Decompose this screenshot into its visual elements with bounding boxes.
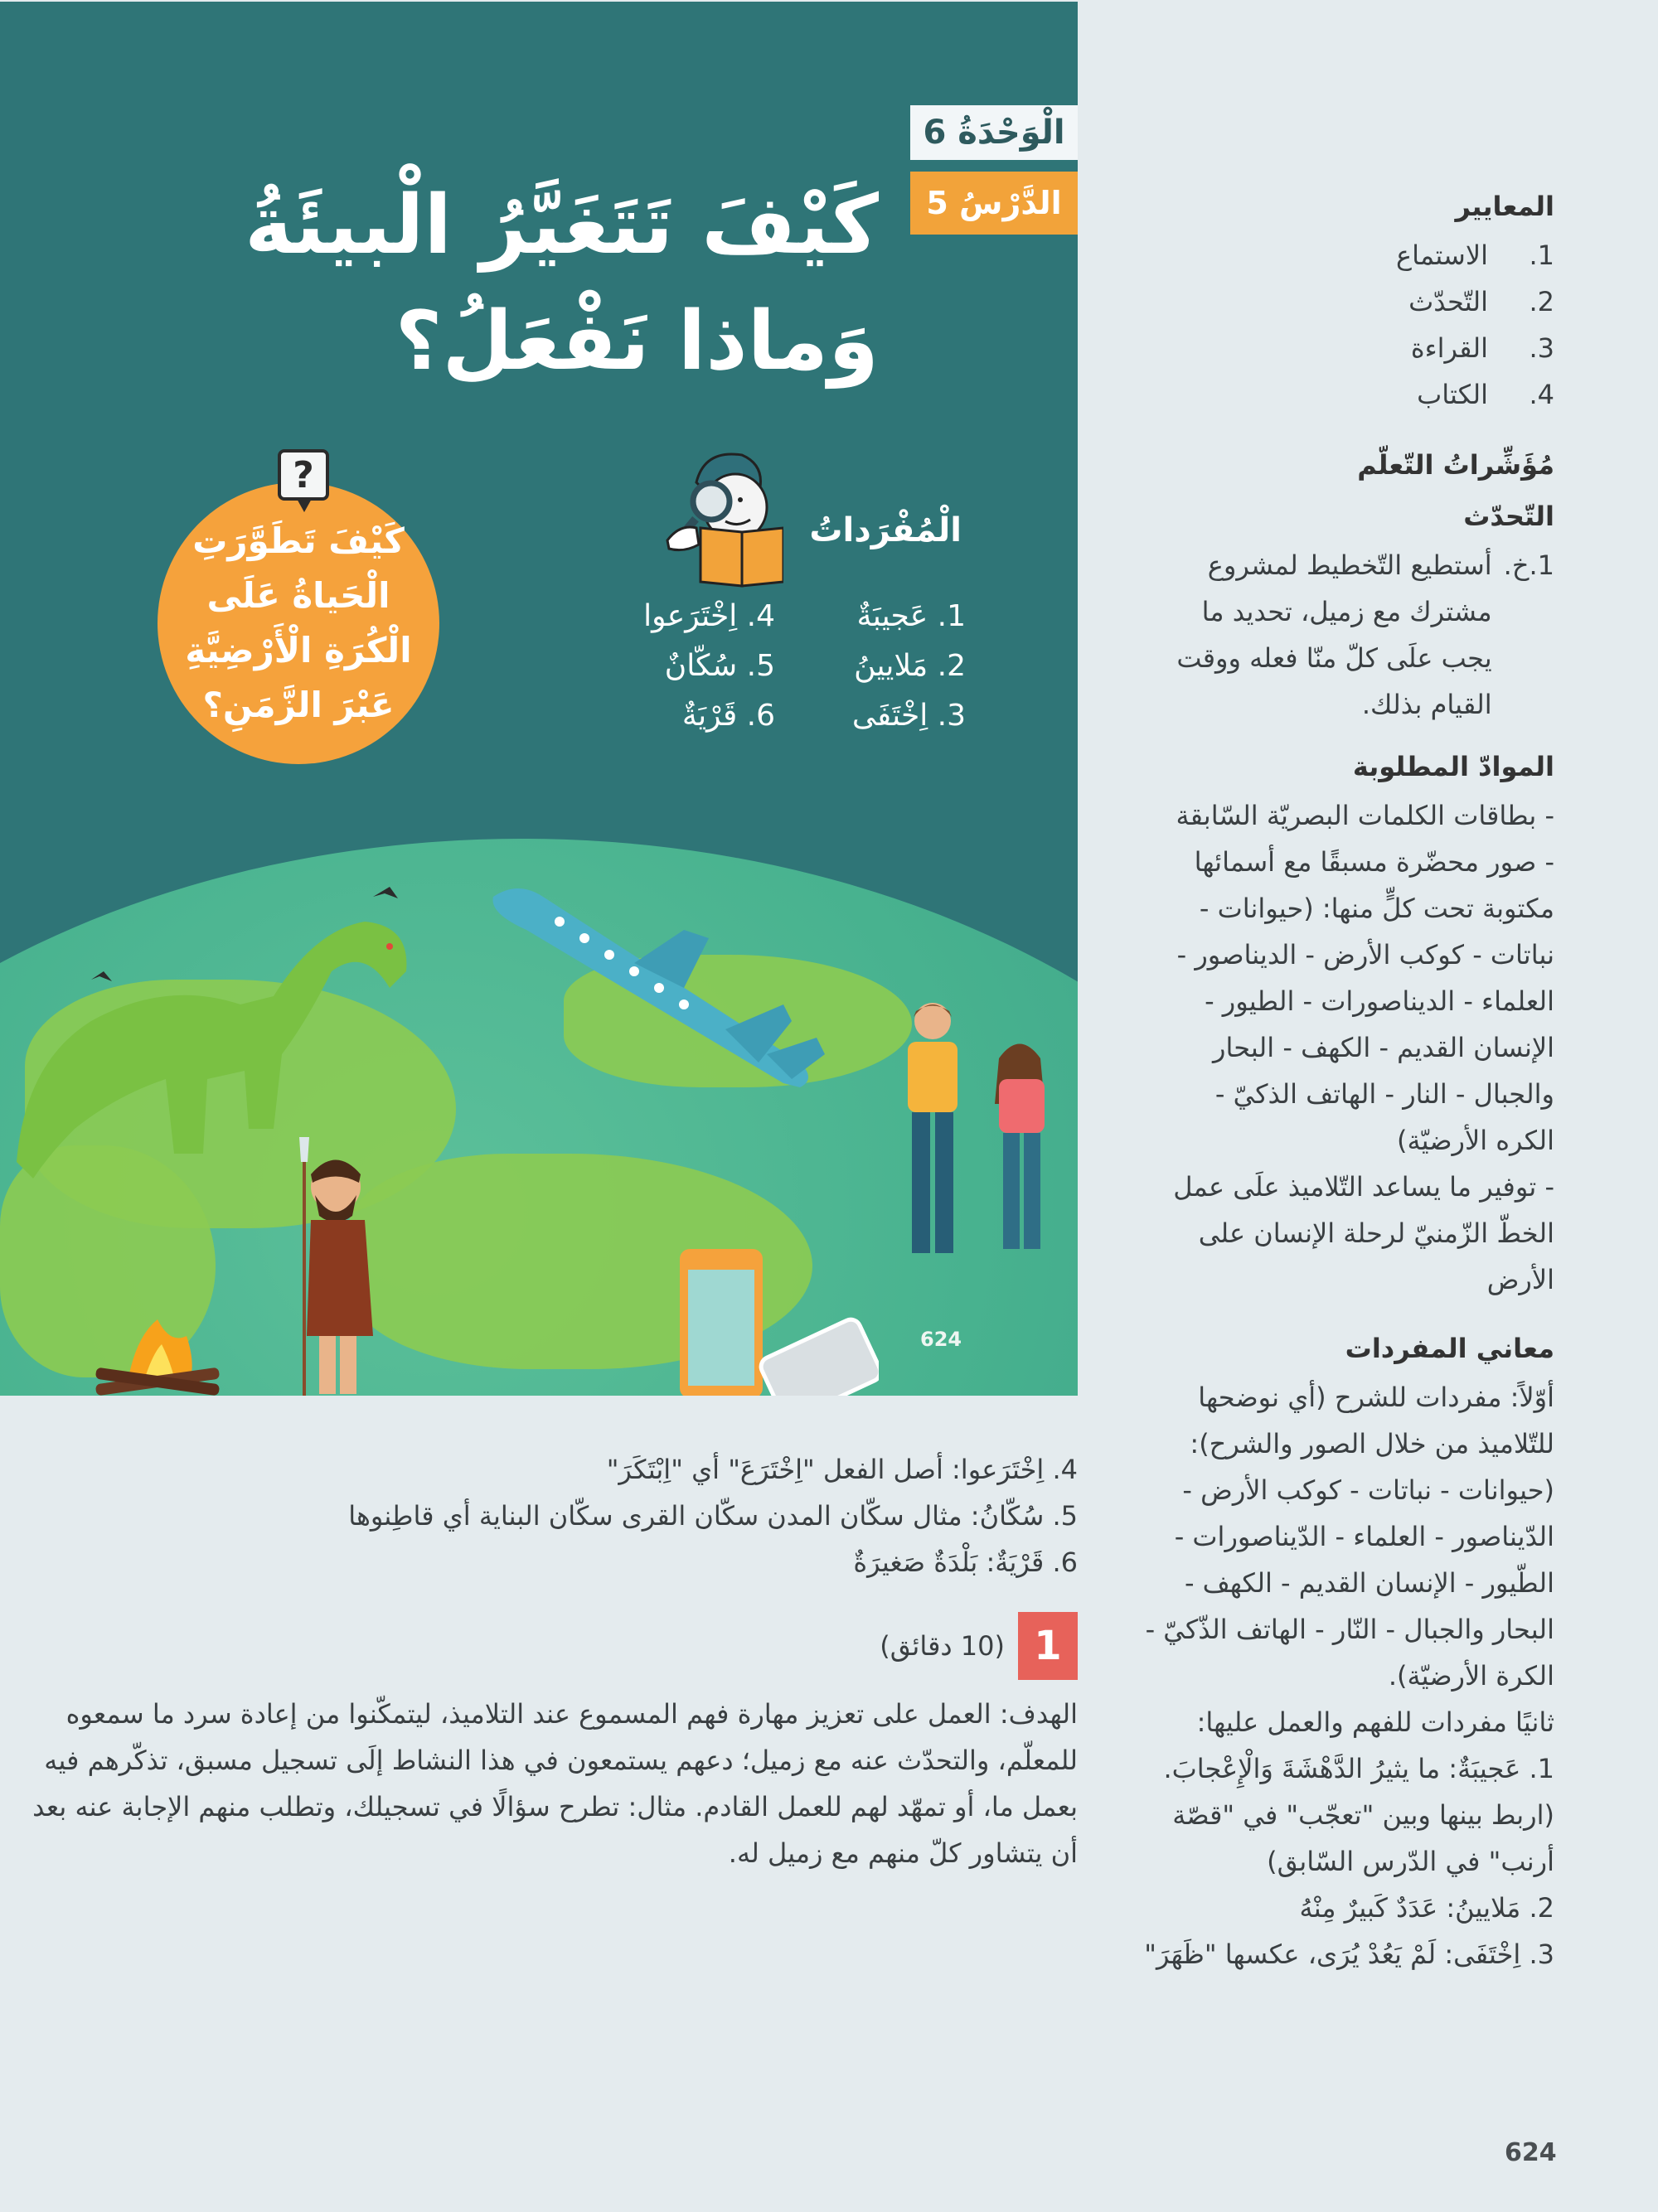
standard-item: 1. الاستماع: [1396, 240, 1554, 271]
unit-badge: الْوَحْدَةُ 6: [910, 105, 1078, 160]
title-line-1: كَيْفَ تَتَغَيَّرُ الْبيئَةُ: [245, 178, 879, 273]
indicators-heading: مُؤَشِّراتُ التّعلّم: [1357, 449, 1554, 481]
meanings-heading: معاني المفردات: [1345, 1333, 1554, 1364]
meaning-item: 3. اِخْتَفَى: لَمْ يَعُدْ يُرَى، عكسها "ظَهَرَ": [1144, 1939, 1554, 1970]
activity-line: بعمل ما، أو تمهّد لهم للعمل القادم. مثال: تطرح سؤالًا في تسجيلك، وتطلب منهم الإجابة عنه بعد: [32, 1791, 1078, 1822]
material-item: - توفير ما يساعد التّلاميذ علَى عمل الخطّ الزّمنيّ لرحلة الإنسان على الأرض: [1173, 1171, 1554, 1295]
meaning-item: 2. مَلايينُ: عَدَدٌ كَبيرٌ مِنْهُ: [1299, 1892, 1554, 1924]
meaning-item: 6. قَرْيَةٌ: بَلْدَةٌ صَغيرَةٌ: [853, 1546, 1078, 1578]
standard-item: 4. الكتاب: [1417, 379, 1554, 410]
standard-item: 3. القراءة: [1410, 332, 1554, 364]
lesson-badge: الدَّرْسُ 5: [910, 172, 1078, 235]
question-mark-icon: ?: [278, 449, 329, 501]
activity-line: الهدف: العمل على تعزيز مهارة فهم المسموع عند التلاميذ، ليتمكّنوا من إعادة سرد ما سمعوه: [65, 1698, 1078, 1730]
vocab-list-col-2: [609, 592, 775, 741]
meaning-item: 1. عَجيبَةٌ: ما يثيرُ الدَّهْشَةَ وَالْإِعْجابَ. (اربط بينها وبين "تعجّب" في "قصّة أرنب" في الدّرس السّابق): [1163, 1753, 1554, 1877]
indicators-subheading: التّحدّث: [1463, 501, 1554, 532]
standards-list: [1103, 232, 1554, 418]
materials-heading: الموادّ المطلوبة: [1352, 751, 1554, 782]
activity-line: للمعلّم، والتحدّث عنه مع زميل؛ دعهم يستمعون في هذا النشاط إلَى تسجيل مسبق، تذكّرهم فيه: [44, 1745, 1078, 1776]
activity-number-badge: 1: [1018, 1612, 1078, 1680]
activity-description: [0, 1691, 1078, 1876]
panel-page-number: 624: [920, 1328, 962, 1351]
young-people-illustration: [870, 996, 1069, 1261]
boy-magnifier-book-icon: [659, 445, 783, 590]
meanings-block: [1123, 1374, 1554, 1977]
page-number: 624: [1505, 2138, 1557, 2167]
activity-header: [880, 1612, 1078, 1680]
vocab-item: 5. سُكّانٌ: [664, 649, 775, 683]
meaning-item: 5. سُكّانُ: مثال سكّان المدن سكّان القرى سكّان البناية أي قاطِنوها: [348, 1500, 1078, 1532]
meanings-second: ثانيًا مفردات للفهم والعمل عليها:: [1196, 1706, 1554, 1738]
activity-line: أن يتشاور كلّ منهم مع زميل له.: [728, 1837, 1078, 1869]
title-line-2: وَماذا نَفْعَلُ؟: [395, 294, 879, 389]
vocab-list-col-1: [788, 592, 966, 741]
vocab-item: 1. عَجيبَةٌ: [856, 599, 966, 633]
meanings-continued-list: [0, 1446, 1078, 1585]
standard-item: 2. التّحدّث: [1408, 286, 1554, 317]
guiding-question: كَيْفَ تَطَوَّرَتِ الْحَياةُ عَلَى الْكُرَةِ الْأَرْضِيَّةِ عَبْرَ الزَّمَنِ؟: [158, 482, 439, 764]
airplane-illustration: [485, 880, 841, 1112]
vocab-item: 2. مَلايينُ: [854, 649, 966, 683]
student-page-panel: [0, 2, 1078, 1396]
material-item: - صور محضّرة مسبقًا مع أسمائها مكتوبة تحت كلٍّ منها: (حيوانات - نباتات - كوكب الأرض - الديناصور - العلماء - الديناصورات - الطيور - الإنسان القديم - الكهف - البحار والجبال - النار - الهاتف الذكيّ - الكره الأرضيّة): [1176, 846, 1554, 1156]
material-item: - بطاقات الكلمات البصريّة السّابقة: [1176, 800, 1554, 831]
caveman-illustration: [294, 1137, 419, 1396]
vocab-title: الْمُفْرَداتُ: [809, 511, 962, 549]
indicator-item: 1.خ. أستطيع التّخطيط لمشروع مشترك مع زميل، تحديد ما يجب علَى كلّ منّا فعله ووقت القيام بذلك.: [1176, 549, 1554, 720]
meanings-first: أوّلاً: مفردات للشرح (أي نوضحها للتّلاميذ من خلال الصور والشرح): (حيوانات - نباتات - كوكب الأرض - الدّيناصور - العلماء - الدّيناصورات - الطّيور - الإنسان القديم - الكهف - البحار والجبال - النّار - الهاتف الذّكيّ - الكرة الأرضيّة).: [1145, 1382, 1554, 1692]
page-title: [133, 167, 879, 399]
question-callout: [153, 449, 452, 764]
vocab-item: 4. اِخْتَرَعوا: [643, 599, 775, 633]
vocab-item: 3. اِخْتَفَى: [851, 699, 966, 733]
teacher-sidebar: [1103, 191, 1554, 1977]
campfire-illustration: [79, 1319, 236, 1396]
standards-heading: المعايير: [1455, 191, 1554, 222]
activity-duration: (10 دقائق): [880, 1630, 1005, 1662]
smartphones-illustration: [676, 1245, 879, 1396]
vocab-item: 6. قَرْيَةٌ: [681, 699, 775, 733]
materials-list: [1165, 792, 1554, 1303]
meaning-item: 4. اِخْتَرَعوا: أصل الفعل "اِخْتَرَعَ" أي "اِبْتَكَرَ": [606, 1454, 1078, 1485]
